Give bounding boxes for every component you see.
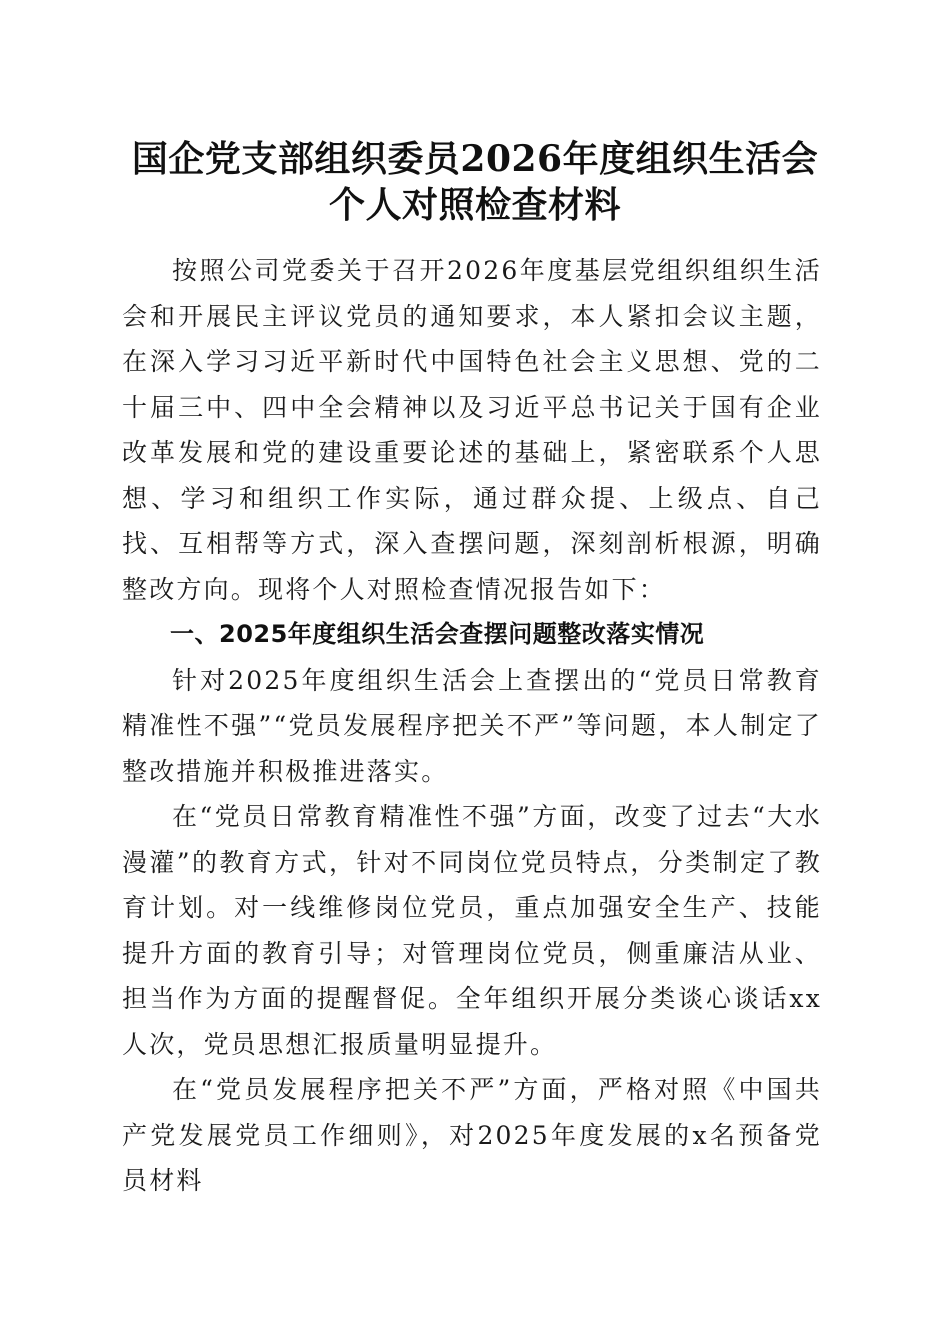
paragraph-section1-1: 针对2025年度组织生活会上查摆出的“党员日常教育精准性不强”“党员发展程序把关不严”等问题，本人制定了整改措施并积极推进落实。 — [122, 665, 822, 786]
paragraph-section1-2: 在“党员日常教育精准性不强”方面，改变了过去“大水漫灌”的教育方式，针对不同岗位党员特点，分类制定了教育计划。对一线维修岗位党员，重点加强安全生产、技能提升方面的教育引导；对管理岗位党员，侧重廉洁从业、担当作为方面的提醒督促。全年组织开展分类谈心谈话xx人次，党员思想汇报质量明显提升。 — [122, 802, 822, 1059]
paragraph-intro: 按照公司党委关于召开2026年度基层党组织组织生活会和开展民主评议党员的通知要求，本人紧扣会议主题，在深入学习习近平新时代中国特色社会主义思想、党的二十届三中、四中全会精神以及习近平总书记关于国有企业改革发展和党的建设重要论述的基础上，紧密联系个人思想、学习和组织工作实际，通过群众提、上级点、自己找、互相帮等方式，深入查摆问题，深刻剖析根源，明确整改方向。现将个人对照检查情况报告如下： — [122, 256, 822, 604]
document-body — [122, 248, 822, 1204]
paragraph-section1-3: 在“党员发展程序把关不严”方面，严格对照《中国共产党发展党员工作细则》，对2025年度发展的x名预备党员材料 — [122, 1075, 822, 1195]
document-title: 国企党支部组织委员2026年度组织生活会个人对照检查材料 — [131, 138, 819, 226]
section-heading-1: 一、2025年度组织生活会查摆问题整改落实情况 — [170, 620, 705, 648]
